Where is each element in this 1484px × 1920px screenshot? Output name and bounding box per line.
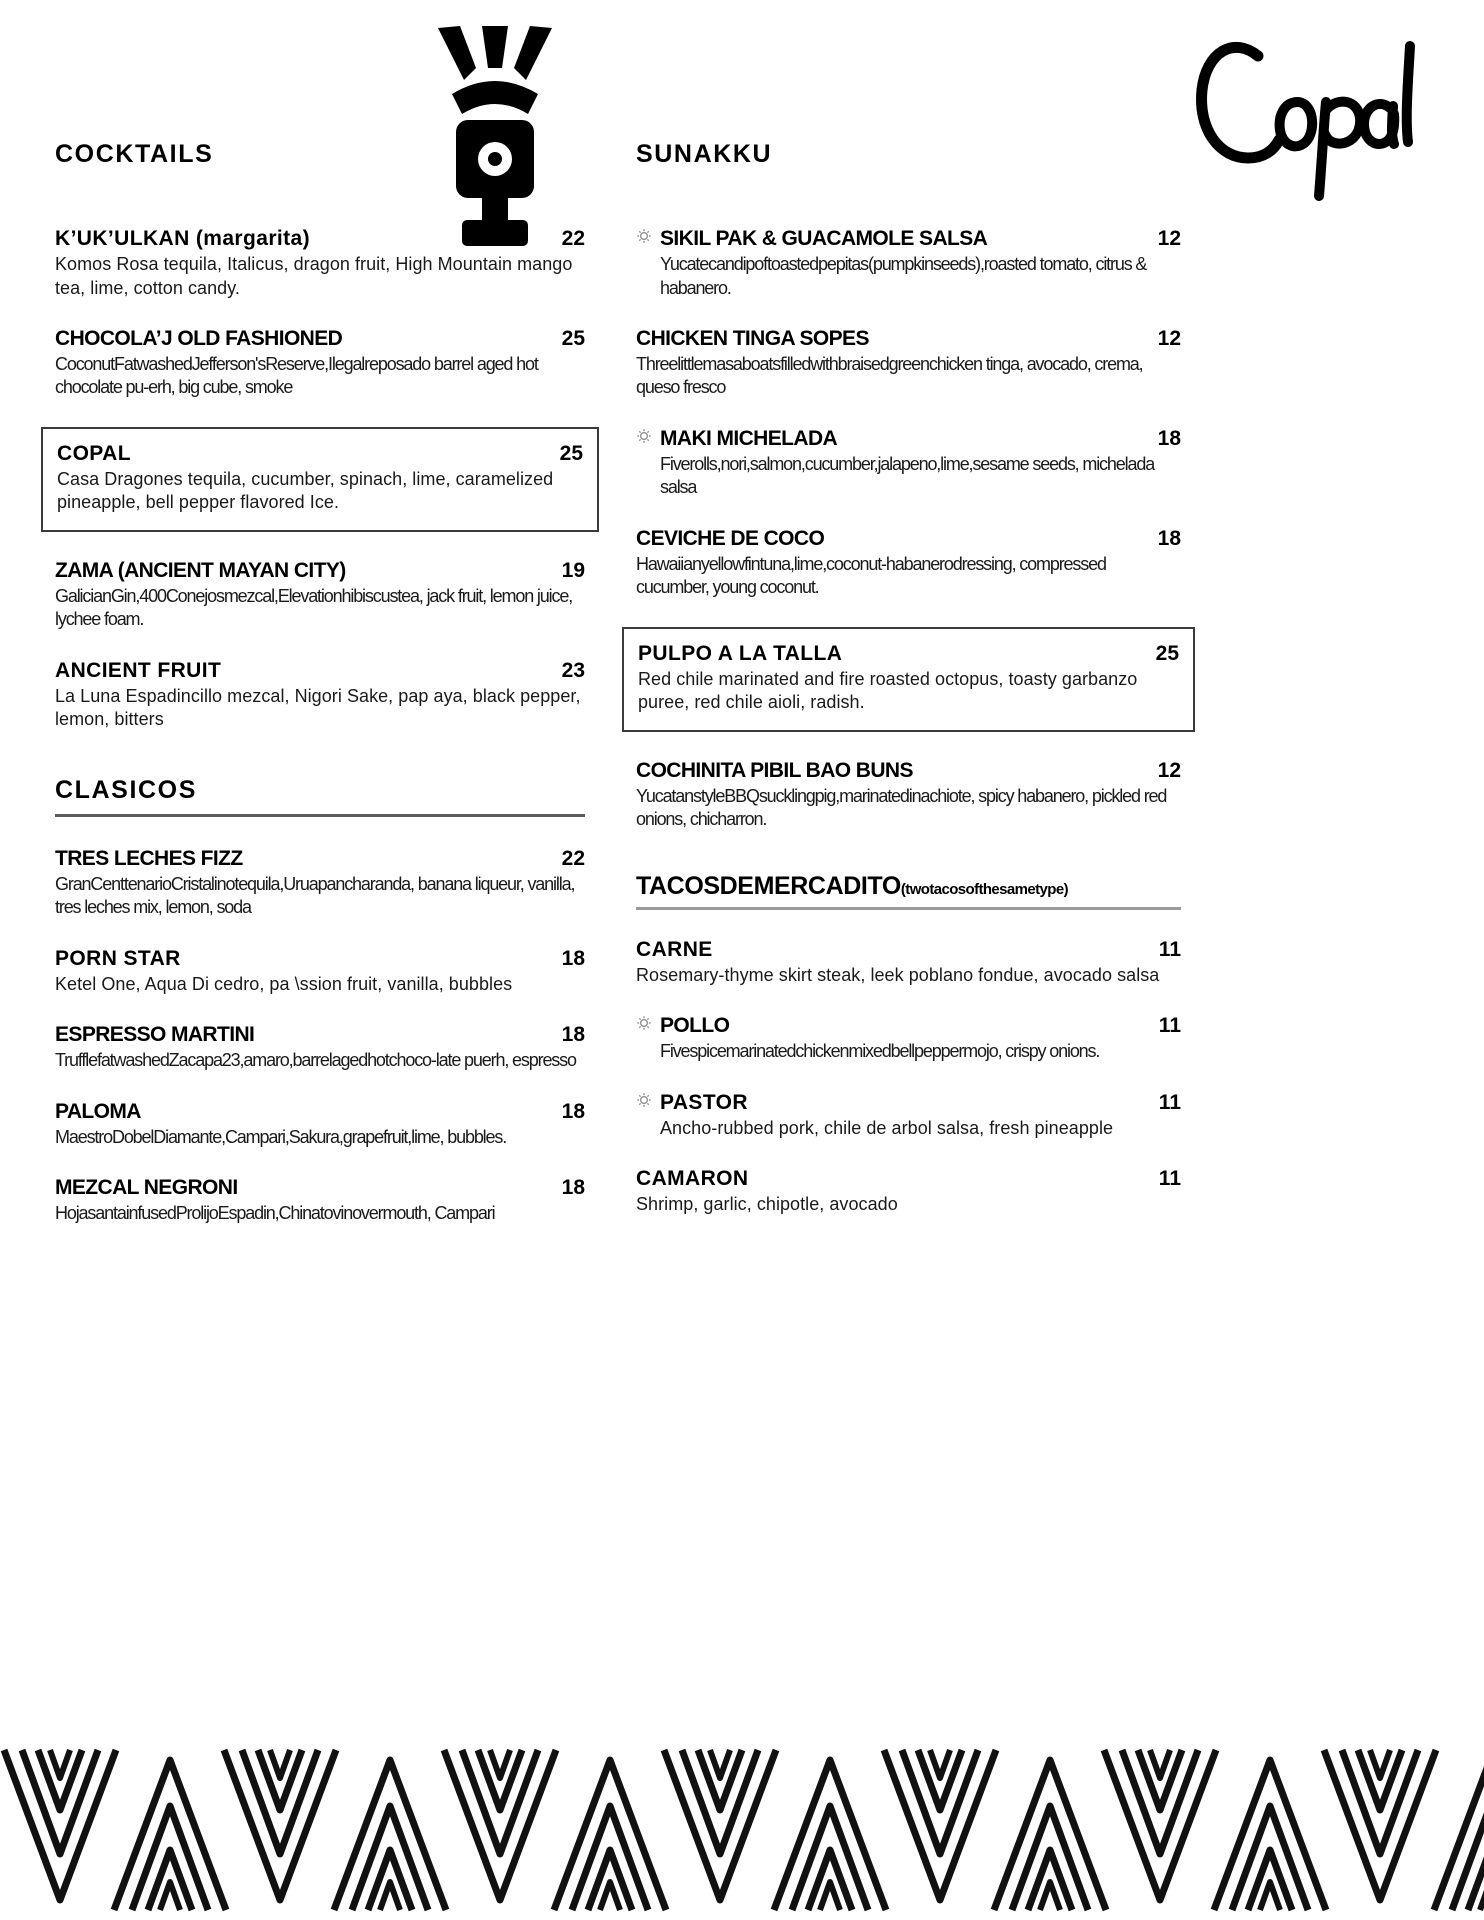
menu-item-header bbox=[636, 427, 1181, 451]
menu-item bbox=[636, 227, 1181, 300]
menu-item-description: Threelittlemasaboatsfilledwithbraisedgreenchicken tinga, avocado, crema, queso fresco bbox=[636, 354, 1143, 398]
menu-item bbox=[41, 427, 599, 532]
menu-item bbox=[636, 1014, 1181, 1064]
menu-item bbox=[55, 947, 585, 997]
column-food bbox=[636, 140, 1181, 1244]
menu-item-header bbox=[55, 847, 585, 871]
menu-item-description: La Luna Espadincillo mezcal, Nigori Sake, pap aya, black pepper, lemon, bitters bbox=[55, 685, 581, 730]
section-title-subnote: (twotacosofthesametype) bbox=[900, 880, 1068, 898]
menu-item-header bbox=[636, 1014, 1181, 1038]
menu-item-price: 25 bbox=[1155, 641, 1179, 665]
section-title-label: TACOSDEMERCADITO bbox=[636, 871, 901, 900]
menu-item-description: GranCenttenarioCristalinotequila,Uruapancharanda, banana liqueur, vanilla, tres leches mix, lemon, soda bbox=[55, 873, 575, 918]
menu-item-price: 12 bbox=[1157, 326, 1181, 350]
menu-item-description: Fiverolls,nori,salmon,cucumber,jalapeno,lime,sesame seeds, michelada salsa bbox=[660, 453, 1155, 498]
tribal-pattern-border bbox=[0, 1740, 1484, 1920]
menu-item-description: CoconutFatwashedJefferson'sReserve,Ilegalreposado barrel aged hot chocolate pu-erh, big cube, smoke bbox=[55, 354, 538, 398]
menu-item-description: HojasantainfusedProlijoEspadin,Chinatovinovermouth, Campari bbox=[55, 1203, 495, 1224]
menu-item-name: ESPRESSO MARTINI bbox=[55, 1023, 255, 1047]
sun-flower-icon bbox=[636, 428, 658, 444]
menu-item-price: 19 bbox=[561, 558, 585, 582]
section-title-label: COCKTAILS bbox=[55, 140, 214, 168]
menu-item-price: 18 bbox=[561, 946, 585, 970]
sun-flower-icon bbox=[636, 1092, 658, 1108]
menu-item-name: CEVICHE DE COCO bbox=[636, 526, 825, 550]
menu-item-description: Hawaiianyellowfintuna,lime,coconut-habanerodressing, compressed cucumber, young coconut. bbox=[636, 553, 1106, 598]
menu-item-header bbox=[636, 527, 1181, 551]
menu-item-price: 18 bbox=[561, 1023, 585, 1047]
menu-item-header bbox=[636, 1091, 1181, 1115]
menu-item-header bbox=[55, 1176, 585, 1200]
menu-item-price: 18 bbox=[561, 1099, 585, 1123]
sun-flower-icon bbox=[636, 1015, 658, 1031]
menu-item-description: Ketel One, Aqua Di cedro, pa \ssion fruit, vanilla, bubbles bbox=[55, 973, 513, 994]
menu-item bbox=[55, 1100, 585, 1150]
menu-item bbox=[636, 327, 1181, 400]
menu-item-name: ANCIENT FRUIT bbox=[55, 658, 222, 682]
brand-logo bbox=[1186, 18, 1426, 203]
menu-item bbox=[55, 659, 585, 732]
menu-item-price: 11 bbox=[1158, 1167, 1181, 1191]
menu-item-name: PULPO A LA TALLA bbox=[638, 641, 843, 665]
menu-item-header bbox=[55, 559, 585, 583]
menu-item-header bbox=[636, 759, 1181, 783]
menu-item bbox=[636, 527, 1181, 600]
menu-item-price: 18 bbox=[1157, 526, 1181, 550]
menu-item-price: 22 bbox=[561, 846, 585, 870]
menu-item bbox=[55, 847, 585, 920]
section-title-label: SUNAKKU bbox=[636, 140, 773, 168]
menu-item bbox=[55, 327, 585, 400]
menu-item-name: SIKIL PAK & GUACAMOLE SALSA bbox=[660, 227, 988, 250]
menu-item-name: PASTOR bbox=[660, 1090, 748, 1114]
menu-item-header bbox=[55, 327, 585, 351]
menu-item-name: CAMARON bbox=[636, 1167, 749, 1191]
menu-item-price: 22 bbox=[561, 227, 585, 250]
menu-item-name: TRES LECHES FIZZ bbox=[55, 846, 243, 870]
menu-item-header bbox=[55, 659, 585, 683]
menu-item-name: MEZCAL NEGRONI bbox=[55, 1176, 238, 1200]
menu-item-price: 25 bbox=[559, 441, 583, 465]
menu-item-name: CHOCOLA’J OLD FASHIONED bbox=[55, 326, 343, 350]
section-title-label: CLASICOS bbox=[55, 775, 197, 804]
section-title-sunakku bbox=[636, 140, 1181, 169]
menu-item-name: CHICKEN TINGA SOPES bbox=[636, 326, 869, 350]
menu-item-price: 12 bbox=[1157, 758, 1181, 782]
menu-item-description: Komos Rosa tequila, Italicus, dragon fruit, High Mountain mango tea, lime, cotton candy. bbox=[55, 254, 573, 298]
menu-item-description: TrufflefatwashedZacapa23,amaro,barrelagedhotchoco-late puerh, espresso bbox=[55, 1050, 576, 1071]
menu-item-name: CARNE bbox=[636, 937, 713, 961]
menu-item-header bbox=[636, 227, 1181, 251]
menu-item-price: 11 bbox=[1158, 1014, 1181, 1038]
menu-item-description: Shrimp, garlic, chipotle, avocado bbox=[636, 1194, 898, 1215]
menu-item-name: MAKI MICHELADA bbox=[660, 426, 838, 450]
menu-item bbox=[636, 759, 1181, 832]
menu-item bbox=[55, 1176, 585, 1226]
menu-item bbox=[636, 427, 1181, 500]
menu-item-price: 23 bbox=[561, 658, 585, 682]
menu-item-description: MaestroDobelDiamante,Campari,Sakura,grapefruit,lime, bubbles. bbox=[55, 1126, 507, 1147]
menu-item-name: COCHINITA PIBIL BAO BUNS bbox=[636, 758, 913, 782]
menu-item-name: PORN STAR bbox=[55, 946, 181, 970]
menu-item-description: Ancho-rubbed pork, chile de arbol salsa, fresh pineapple bbox=[660, 1117, 1114, 1138]
menu-item-header bbox=[55, 1100, 585, 1124]
menu-item-name: PALOMA bbox=[55, 1099, 141, 1123]
menu-item-header bbox=[55, 1023, 585, 1047]
menu-item bbox=[55, 559, 585, 632]
menu-item bbox=[636, 1167, 1181, 1217]
sun-flower-icon bbox=[636, 228, 658, 244]
menu-item-name: POLLO bbox=[660, 1014, 730, 1038]
menu-item-price: 18 bbox=[561, 1176, 585, 1200]
section-title-cocktails bbox=[55, 140, 585, 169]
menu-item-header bbox=[57, 442, 583, 466]
menu-item-description: GalicianGin,400Conejosmezcal,Elevationhibiscustea, jack fruit, lemon juice, lychee foam. bbox=[55, 585, 573, 630]
menu-item-name: COPAL bbox=[57, 441, 131, 465]
menu-item bbox=[636, 1091, 1181, 1141]
menu-item-price: 25 bbox=[561, 326, 585, 350]
menu-item-description: Fivespicemarinatedchickenmixedbellpeppermojo, crispy onions. bbox=[660, 1041, 1100, 1062]
menu-item-header bbox=[55, 947, 585, 971]
menu-item-price: 12 bbox=[1157, 227, 1181, 250]
menu-item-description: YucatanstyleBBQsucklingpig,marinatedinachiote, spicy habanero, pickled red onions, chicharron. bbox=[636, 785, 1167, 830]
menu-item-name: ZAMA (ANCIENT MAYAN CITY) bbox=[55, 558, 346, 582]
menu-item bbox=[55, 227, 585, 300]
menu-item-header bbox=[638, 642, 1179, 666]
menu-item-header bbox=[636, 938, 1181, 962]
menu-item-header bbox=[636, 1167, 1181, 1191]
column-cocktails bbox=[55, 140, 585, 1253]
menu-item bbox=[622, 627, 1195, 732]
section-title-tacosdemercadito bbox=[636, 872, 1181, 910]
menu-item-description: Yucatecandipoftoastedpepitas(pumpkinseeds),roasted tomato, citrus & habanero. bbox=[660, 254, 1147, 298]
menu-item bbox=[55, 1023, 585, 1073]
menu-item-description: Casa Dragones tequila, cucumber, spinach, lime, caramelized pineapple, bell pepper flavored Ice. bbox=[57, 468, 554, 513]
menu-item bbox=[636, 938, 1181, 988]
menu-item-name: K’UK’ULKAN (margarita) bbox=[55, 227, 310, 250]
menu-item-header bbox=[636, 327, 1181, 351]
menu-item-price: 11 bbox=[1158, 937, 1181, 961]
menu-item-description: Red chile marinated and fire roasted octopus, toasty garbanzo puree, red chile aioli, radish. bbox=[638, 668, 1138, 713]
menu-item-price: 11 bbox=[1158, 1090, 1181, 1114]
section-title-clasicos bbox=[55, 776, 585, 817]
menu-item-header bbox=[55, 227, 585, 251]
menu-item-description: Rosemary-thyme skirt steak, leek poblano fondue, avocado salsa bbox=[636, 964, 1160, 985]
menu-item-price: 18 bbox=[1157, 426, 1181, 450]
